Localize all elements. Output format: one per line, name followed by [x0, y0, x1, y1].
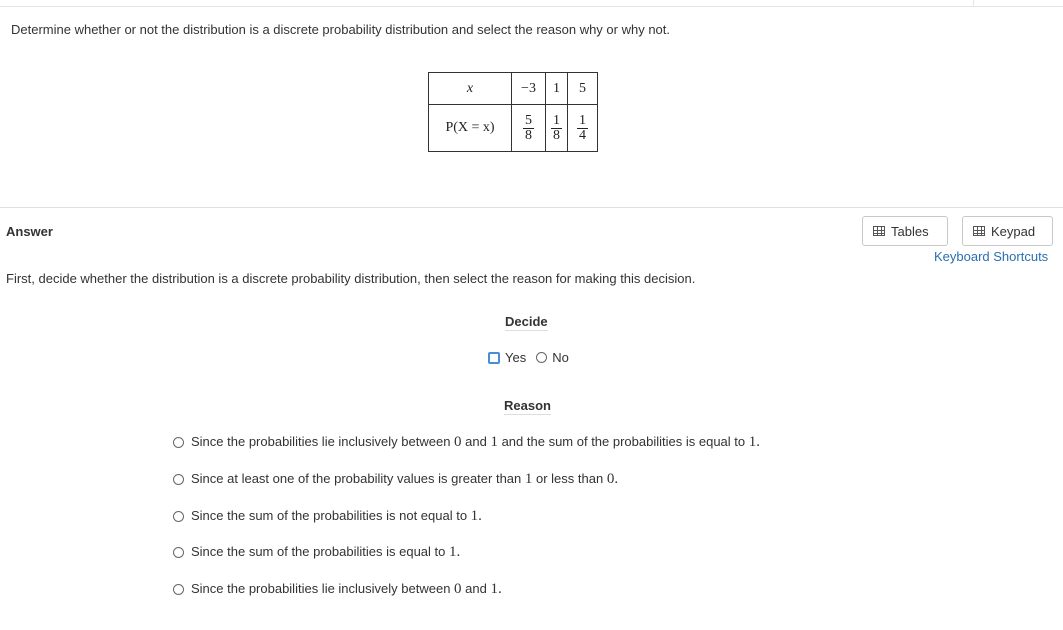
- radio-reason[interactable]: [173, 547, 184, 558]
- x-value: 1: [546, 73, 568, 105]
- reason-text: Since at least one of the probability values is greater than 1 or less than 0.: [191, 471, 619, 487]
- section-divider: [0, 207, 1063, 208]
- denominator: 4: [579, 127, 586, 143]
- question-text: Determine whether or not the distribution is a discrete probability distribution and select the reason why or why not.: [11, 22, 671, 37]
- fraction: [551, 114, 562, 143]
- top-border: [0, 6, 1063, 7]
- keypad-icon: [973, 226, 985, 236]
- reason-text: Since the probabilities lie inclusively between 0 and 1 and the sum of the probabilities is equal to 1.: [191, 434, 760, 450]
- distribution-table: [428, 72, 598, 152]
- numerator: 1: [553, 112, 560, 128]
- radio-yes[interactable]: [488, 352, 500, 364]
- reason-option[interactable]: [173, 434, 760, 451]
- decide-heading: Decide: [505, 314, 548, 329]
- reason-text: Since the probabilities lie inclusively between 0 and 1.: [191, 581, 502, 597]
- x-header: x: [429, 73, 512, 105]
- keypad-button[interactable]: [962, 216, 1053, 246]
- keyboard-shortcuts-link[interactable]: Keyboard Shortcuts: [934, 249, 1049, 264]
- keypad-button-label: Keypad: [991, 223, 1036, 239]
- x-value: −3: [512, 73, 546, 105]
- radio-reason[interactable]: [173, 474, 184, 485]
- top-border-tick: [973, 0, 974, 6]
- numerator: 5: [525, 112, 532, 128]
- reason-text: Since the sum of the probabilities is equal to 1.: [191, 544, 461, 560]
- reason-option[interactable]: [173, 581, 502, 598]
- reason-option[interactable]: [173, 471, 618, 488]
- table-icon: [873, 226, 885, 236]
- denominator: 8: [525, 127, 532, 143]
- answer-label: Answer: [6, 224, 53, 239]
- probability-cell: [546, 105, 568, 152]
- fraction: [577, 114, 588, 143]
- yes-label: Yes: [505, 350, 527, 365]
- decide-yes-option[interactable]: [488, 350, 526, 365]
- probability-cell: [568, 105, 598, 152]
- reason-option[interactable]: [173, 544, 460, 561]
- tables-button-label: Tables: [891, 223, 929, 239]
- decide-no-option[interactable]: [536, 350, 569, 365]
- radio-reason[interactable]: [173, 511, 184, 522]
- no-label: No: [552, 350, 569, 365]
- numerator: 1: [579, 112, 586, 128]
- probability-cell: [512, 105, 546, 152]
- radio-no[interactable]: [536, 352, 547, 363]
- radio-reason[interactable]: [173, 584, 184, 595]
- denominator: 8: [553, 127, 560, 143]
- tables-button[interactable]: [862, 216, 948, 246]
- radio-reason[interactable]: [173, 437, 184, 448]
- reason-heading: Reason: [504, 398, 551, 413]
- decide-options: [488, 350, 569, 365]
- instruction-text: First, decide whether the distribution is a discrete probability distribution, then select the reason for making this decision.: [6, 271, 696, 286]
- x-value: 5: [568, 73, 598, 105]
- reason-text: Since the sum of the probabilities is not equal to 1.: [191, 508, 482, 524]
- fraction: [523, 114, 534, 143]
- reason-option[interactable]: [173, 508, 482, 525]
- probability-header: P(X = x): [429, 105, 512, 152]
